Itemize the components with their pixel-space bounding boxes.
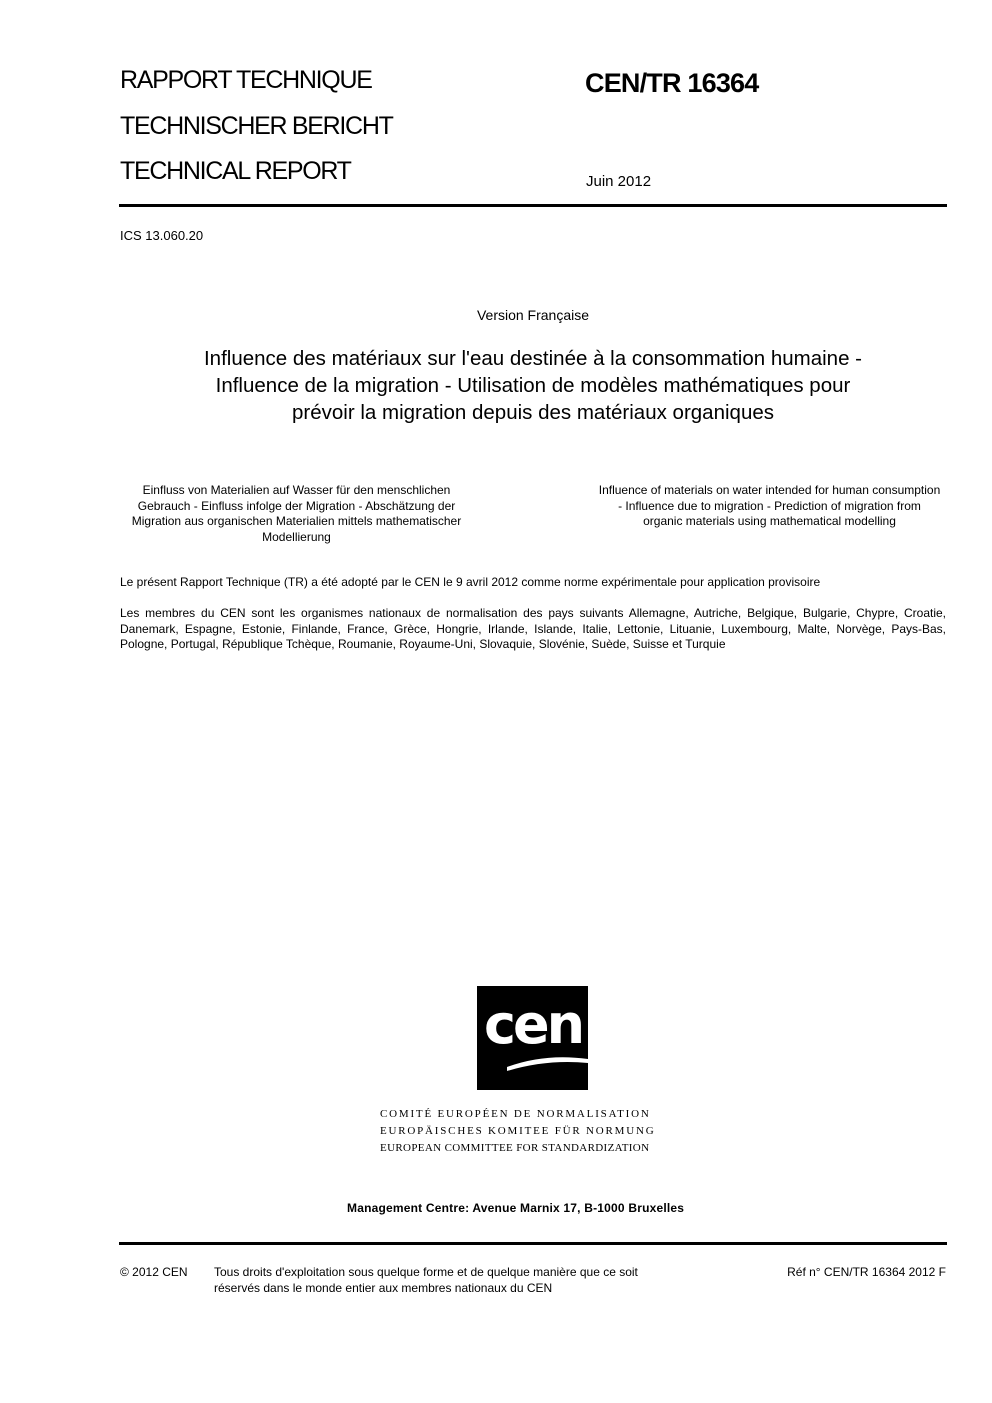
logo-text: cen [483, 993, 583, 1056]
management-address: Management Centre: Avenue Marnix 17, B-1000 Bruxelles [347, 1201, 685, 1215]
members-statement: Les membres du CEN sont les organismes nationaux de normalisation des pays suivants Allemagne, Autriche, Belgique, Bulgarie, Chypre, Croatie, Danemark, Espagne, Estonie, Finlande, France, Grèce, Hongrie, Irlande, Islande, Italie, Lettonie, Lituanie, Luxembourg, Malte, Norvège, Pays-Bas, Pologne, Portugal, République Tchèque, Roumanie, Royaume-Uni, Slovaquie, Slovénie, Suède, Suisse et Turquie [120, 606, 946, 651]
copyright: © 2012 CEN [120, 1265, 188, 1279]
reference-number: Réf n° CEN/TR 16364 2012 F [787, 1265, 946, 1279]
german-title: Einfluss von Materialien auf Wasser für den menschlichen Gebrauch - Einfluss infolge der Migration - Abschätzung der Migration aus organischen Materialien mittels mathematischer Modellierung [131, 483, 462, 544]
doc-type-fr: RAPPORT TECHNIQUE [120, 66, 372, 94]
top-divider [119, 204, 947, 207]
rights-statement: Tous droits d'exploitation sous quelque forme et de quelque manière que ce soit réservés dans le monde entier aux membres nationaux du CEN [214, 1265, 638, 1295]
bottom-divider [119, 1242, 947, 1245]
document-title: Influence des matériaux sur l'eau destinée à la consommation humaine - Influence de la migration - Utilisation de modèles mathématiques pour prévoir la migration depuis des matériaux organiques [203, 347, 862, 424]
version-label: Version Française [476, 307, 590, 323]
org-name-de: EUROPÄISCHES KOMITEE FÜR NORMUNG [380, 1125, 656, 1137]
org-name-en: EUROPEAN COMMITTEE FOR STANDARDIZATION [380, 1142, 650, 1154]
ics-code: ICS 13.060.20 [120, 228, 204, 243]
doc-type-de: TECHNISCHER BERICHT [120, 112, 393, 140]
cen-logo [477, 986, 588, 1090]
adoption-statement: Le présent Rapport Technique (TR) a été adopté par le CEN le 9 avril 2012 comme norme expérimentale pour application provisoire [120, 575, 821, 589]
document-number: CEN/TR 16364 [585, 68, 759, 98]
doc-type-en: TECHNICAL REPORT [120, 157, 351, 185]
publication-date: Juin 2012 [586, 173, 652, 190]
org-name-fr: COMITÉ EUROPÉEN DE NORMALISATION [380, 1108, 651, 1120]
english-title: Influence of materials on water intended for human consumption - Influence due to migration - Prediction of migration from organic materials using mathematical modelling [598, 483, 941, 528]
